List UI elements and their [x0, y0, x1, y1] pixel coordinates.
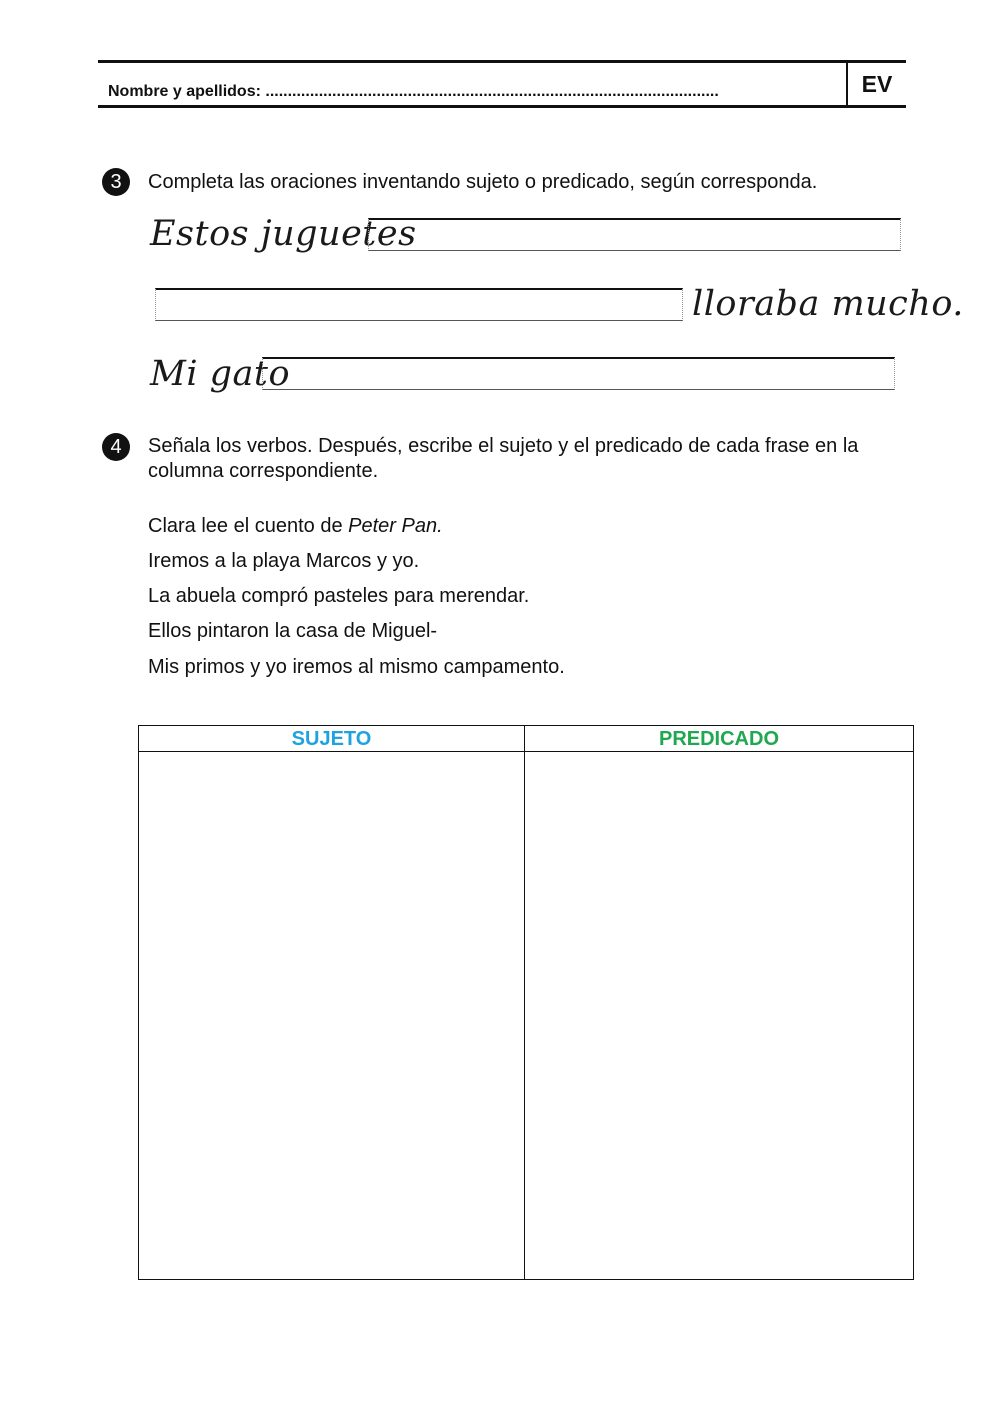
sentence-1: Clara lee el cuento de Peter Pan. — [148, 515, 443, 537]
exercise-3-number-icon: 3 — [102, 168, 130, 196]
subject-answer-cell[interactable] — [139, 752, 524, 1279]
prompt-lloraba-mucho: lloraba mucho. — [692, 284, 964, 324]
student-name-header — [98, 60, 906, 108]
exercise-4-instruction: Señala los verbos. Después, escribe el sujeto y el predicado de cada frase en la columna correspondiente. — [148, 435, 859, 482]
book-title: Peter Pan. — [348, 515, 443, 537]
sentence-5: Mis primos y yo iremos al mismo campamento. — [148, 656, 565, 678]
answer-line-1[interactable] — [368, 218, 901, 251]
evaluation-code-box — [846, 63, 906, 105]
answer-line-3[interactable] — [262, 357, 895, 390]
predicate-column-header: PREDICADO — [658, 728, 779, 750]
name-field-label: Nombre y apellidos: ...................................................................................................... — [108, 83, 719, 100]
exercise-4-number-icon: 4 — [102, 433, 130, 461]
evaluation-code: EV — [861, 70, 893, 97]
predicate-answer-cell[interactable] — [525, 752, 913, 1279]
sentence-2: Iremos a la playa Marcos y yo. — [148, 550, 420, 572]
subject-predicate-table — [138, 725, 914, 1280]
sentence-4: Ellos pintaron la casa de Miguel- — [148, 620, 438, 642]
exercise-3-instruction: Completa las oraciones inventando sujeto o predicado, según corresponda. — [148, 171, 818, 193]
prompt-estos-juguetes: Estos juguetes — [150, 214, 417, 254]
prompt-mi-gato: Mi gato — [150, 354, 291, 394]
subject-column-header: SUJETO — [291, 728, 372, 750]
answer-line-2[interactable] — [155, 288, 683, 321]
sentence-3: La abuela compró pasteles para merendar. — [148, 585, 530, 607]
